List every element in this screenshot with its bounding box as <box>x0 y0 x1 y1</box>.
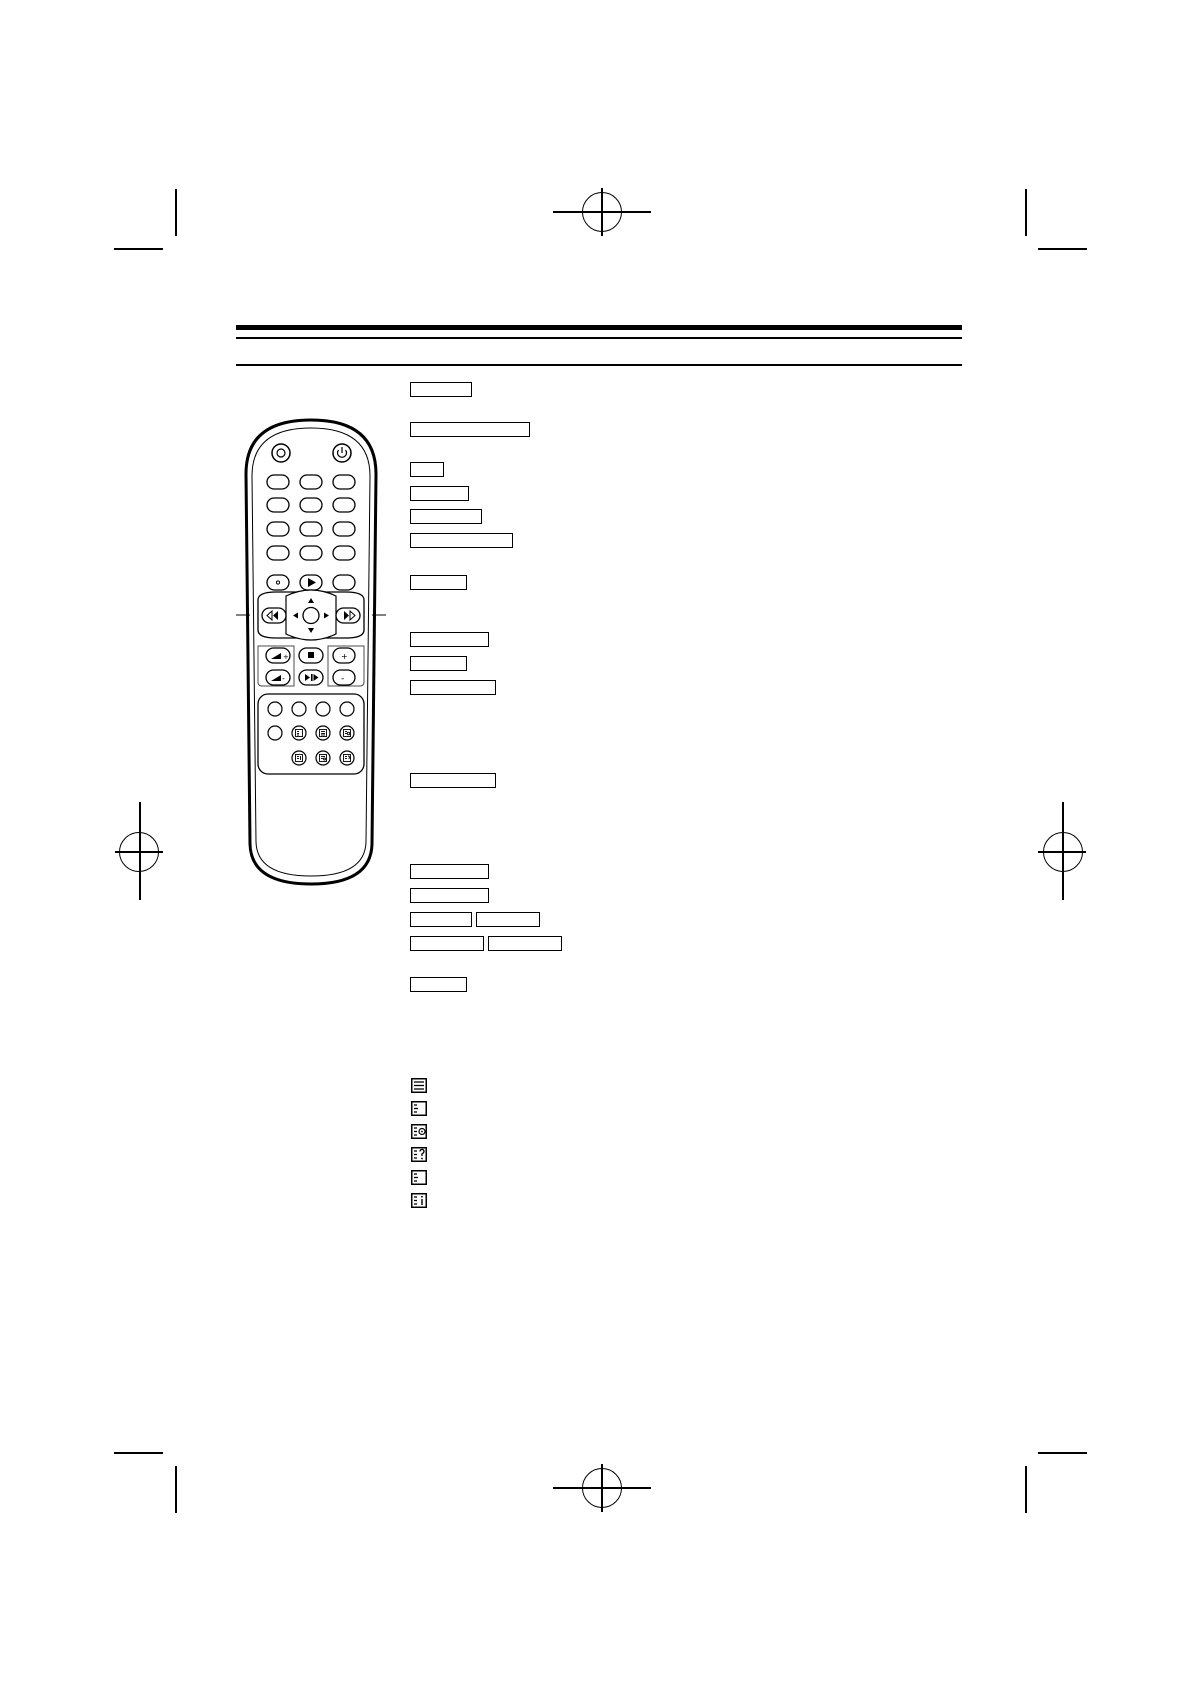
power-icon <box>333 444 351 462</box>
crop-mark-top-right-h <box>1038 248 1087 250</box>
play-pause-button <box>299 670 323 685</box>
key-label-box <box>410 656 467 671</box>
rewind-button <box>262 608 286 623</box>
key-label-box <box>410 888 489 903</box>
svg-text:+: + <box>283 653 289 661</box>
menu-list-icon <box>411 1078 427 1093</box>
list-info-icon <box>411 1193 427 1208</box>
volume-up-button <box>266 648 290 663</box>
key-label-box <box>410 382 472 397</box>
header-rule-bottom <box>236 364 962 366</box>
crop-mark-bottom-left-v <box>175 1466 177 1513</box>
svg-text:-: - <box>341 674 345 684</box>
standby-button <box>272 444 290 462</box>
volume-down-button <box>266 670 290 685</box>
key-label-box <box>410 422 530 437</box>
key-label-box <box>410 486 469 501</box>
stop-button <box>299 648 323 663</box>
svg-text:-: - <box>282 674 285 683</box>
header-rule-thin <box>236 337 962 339</box>
list-small-icon <box>411 1101 427 1116</box>
list-disc-icon <box>411 1124 427 1139</box>
crop-mark-top-left-h <box>114 248 163 250</box>
crop-mark-bottom-left-h <box>114 1452 163 1454</box>
svg-text:+: + <box>341 652 348 661</box>
ok-button <box>303 608 319 624</box>
crop-mark-bottom-right-h <box>1038 1452 1087 1454</box>
key-label-box <box>410 936 484 951</box>
list-small-icon <box>411 1170 427 1185</box>
key-label-box <box>476 912 540 927</box>
key-label-box <box>410 773 496 788</box>
key-label-box <box>410 575 467 590</box>
remote-control-illustration <box>236 414 386 888</box>
key-label-box <box>410 632 489 647</box>
key-label-box <box>410 864 489 879</box>
list-help-icon <box>411 1147 427 1162</box>
key-label-box <box>410 680 496 695</box>
key-label-box <box>410 509 482 524</box>
crop-mark-top-right-v <box>1025 189 1027 236</box>
key-label-box <box>410 533 513 548</box>
channel-up-button <box>333 648 355 663</box>
key-label-box <box>410 912 472 927</box>
crop-mark-top-left-v <box>175 189 177 236</box>
transport-row <box>267 575 355 590</box>
key-label-box <box>410 977 467 992</box>
key-label-box <box>410 462 444 477</box>
key-label-box <box>488 936 562 951</box>
fast-forward-button <box>336 608 360 623</box>
channel-down-button <box>333 670 355 685</box>
crop-mark-bottom-right-v <box>1025 1466 1027 1513</box>
header-rule-thick <box>236 325 962 330</box>
